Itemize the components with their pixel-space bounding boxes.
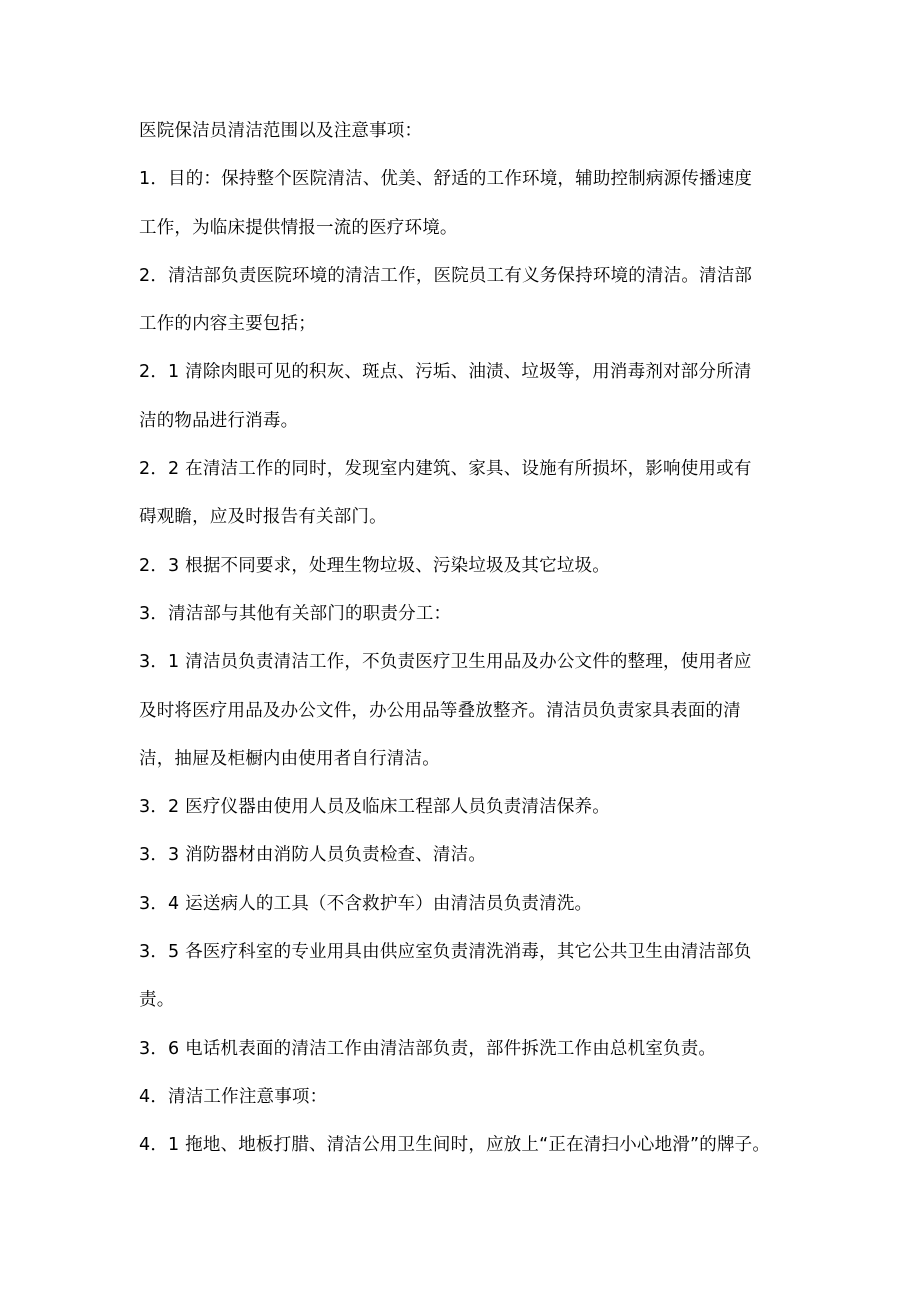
text-line: 3．3 消防器材由消防人员负责检查、清洁。	[139, 845, 487, 866]
text-line: 4．清洁工作注意事项：	[139, 1086, 328, 1107]
text-line: 4．1 拖地、地板打腊、清洁公用卫生间时，应放上“正在清扫小心地滑”的牌子。	[139, 1135, 771, 1156]
text-line: 工作的内容主要包括；	[139, 314, 316, 335]
text-line: 洁的物品进行消毒。	[139, 410, 299, 431]
text-line: 及时将医疗用品及办公文件，办公用品等叠放整齐。清洁员负责家具表面的清	[139, 700, 741, 721]
text-line: 2．2 在清洁工作的同时，发现室内建筑、家具、设施有所损坏，影响使用或有	[139, 459, 752, 480]
document-body	[139, 107, 799, 1170]
document-title: 医院保洁员清洁范围以及注意事项：	[139, 121, 423, 141]
text-line: 工作，为临床提供情报一流的医疗环境。	[139, 217, 458, 238]
text-line: 3．2 医疗仪器由使用人员及临床工程部人员负责清洁保养。	[139, 797, 610, 818]
text-line: 碍观瞻，应及时报告有关部门。	[139, 507, 387, 528]
text-line: 3．4 运送病人的工具（不含救护车）由清洁员负责清洗。	[139, 893, 593, 914]
text-line: 3．清洁部与其他有关部门的职责分工：	[139, 603, 452, 624]
text-line: 3．6 电话机表面的清洁工作由清洁部负责，部件拆洗工作由总机室负责。	[139, 1038, 717, 1059]
text-line: 3．1 清洁员负责清洁工作，不负责医疗卫生用品及办公文件的整理，使用者应	[139, 652, 752, 673]
text-line: 1．目的：保持整个医院清洁、优美、舒适的工作环境，辅助控制病源传播速度	[139, 169, 753, 190]
text-line: 2．3 根据不同要求，处理生物垃圾、污染垃圾及其它垃圾。	[139, 555, 610, 576]
text-line: 2．1 清除肉眼可见的积灰、斑点、污垢、油渍、垃圾等，用消毒剂对部分所清	[139, 362, 752, 383]
text-line: 3．5 各医疗科室的专业用具由供应室负责清洗消毒，其它公共卫生由清洁部负	[139, 942, 752, 963]
text-line: 责。	[139, 990, 175, 1011]
text-line: 洁，抽屉及柜橱内由使用者自行清洁。	[139, 748, 440, 769]
text-line: 2．清洁部负责医院环境的清洁工作，医院员工有义务保持环境的清洁。清洁部	[139, 265, 753, 286]
